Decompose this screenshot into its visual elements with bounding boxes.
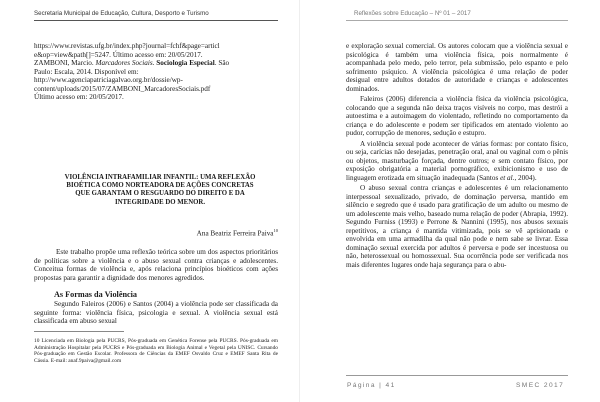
section-title: As Formas da Violência xyxy=(54,290,138,299)
reference-link[interactable]: http://www.agenciapatriciagalvao.org.br/dossie/wp- xyxy=(34,76,183,84)
header-rule-right xyxy=(346,20,568,21)
page-spine xyxy=(299,0,300,402)
reference-link[interactable]: content/uploads/2015/07/ZAMBONI_MarcadoresSociais.pdf xyxy=(34,84,211,93)
right-column-text xyxy=(346,42,568,271)
author-name: Ana Beatriz Ferreira Paiva xyxy=(196,229,274,238)
body-paragraph: O abuso sexual contra crianças e adolescentes é um relacionamento interpessoal sexualizado, privado, de dominação perversa, mantido em silêncio e segredo que é usado para gratificação de um adulto ou mesmo de um adolescente mais velho, baseado numa relação de poder (Abrapia, 1992). Segundo Furniss (1993) e Perrone & Nannini (1995), nos abusos sexuais repetitivos, a criança é mantida vitimizada, pois se vê aprisionada e envolvida em uma armadilha da qual não pode e nem sabe se livrar. Essa dominação sexual exercida por adultos é perversa e pode ser incestuosa ou não, heterossexual ou homossexual. Sua ocorrência pode ser verificada nos mais diferentes lugares onde haja segurança para o abu- xyxy=(346,184,568,269)
footer-rule xyxy=(346,375,568,376)
footnote-text: 10 Licenciada em Biologia pela PUCRS, Pós-graduada em Genética Forense pela PUCRS. Pós-graduada em Administração Hospitalar pela PUCRS e Pós-graduada em Biologia Animal e Vegetal pela UNISC. Cursando Pós-graduação em Gestão Escolar. Professora de Ciências da EMEF Osvaldo Cruz e EMEF Santa Rita de Cássia. E-mail: anaf.9paiva@gmail.com xyxy=(34,338,278,364)
header-right: Reflexões sobre Educação – Nº 01 – 2017 xyxy=(354,10,471,17)
footnote-rule xyxy=(34,331,124,332)
body-paragraph: Faleiros (2006) diferencia a violência física da violência psicológica, colocando que a segunda não deixa traços visíveis no corpo, mas destrói a autoestima e a autoimagem do violentado, refletindo no comportamento da criança e do adolescente e podem ser tipificados em atentado violento ao pudor, corrupção de menores, sedução e estupro. xyxy=(346,95,568,137)
reference-list xyxy=(34,42,278,102)
author-footnote-marker: 10 xyxy=(273,228,278,233)
body-paragraph: e exploração sexual comercial. Os autores colocam que a violência sexual e psicológica é também uma violência física, pois normalmente é acompanhada pelo medo, pelo terror, pela submissão, pelo espanto e pelo sofrimento psíquico. A violência psicológica é uma relação de poder desigual entre adultos dotados de autoridade e crianças e adolescentes dominados. xyxy=(346,42,568,93)
article-title: VIOLÊNCIA INTRAFAMILIAR INFANTIL: UMA REFLEXÃO BIOÉTICA COMO NORTEADORA DE AÇÕES CONCRETAS QUE GARANTAM O RESGUARDO DO DIREITO E DA INTEGRIDADE DO MENOR. xyxy=(64,174,256,206)
header-left: Secretaria Municipal de Educação, Cultura, Desporto e Turismo xyxy=(34,10,209,17)
body-paragraph: Segundo Faleiros (2006) e Santos (2004) a violência pode ser classificada da seguinte forma: violência física, psicologia e sexual. A violência sexual está classificada em abuso sexual xyxy=(34,300,278,325)
article-author xyxy=(120,228,278,237)
footnote xyxy=(34,338,278,364)
abstract-text: Este trabalho propõe uma reflexão teórica sobre um dos aspectos prioritários de políticas sobre a violência e o abuso sexual contra crianças e adolescentes. Conceitua formas de violência e, após relaciona princípios bioéticos com ações propostas para garantir a dignidade dos menores agredidos. xyxy=(34,248,278,282)
page-number: Página | 41 xyxy=(347,382,396,389)
reference-zamboni: ZAMBONI, Marcio. Marcadores Sociais. Sociologia Especial. São xyxy=(34,59,230,67)
footer-brand: SMEC 2017 xyxy=(516,382,565,389)
reference-line: Paulo: Escala, 2014. Disponível em: xyxy=(34,67,139,76)
header-rule-left xyxy=(34,20,278,21)
left-body xyxy=(34,300,278,326)
reference-line[interactable]: https://www.revistas.ufg.br/index.php?journal=fchf&page=articl xyxy=(34,42,220,50)
reference-line: e&op=view&path[]=5247. Último acesso em: 20/05/2017. xyxy=(34,50,203,59)
abstract xyxy=(34,248,278,282)
body-paragraph: A violência sexual pode acontecer de várias formas: por contato físico, ou seja, carícias não desejadas, penetração oral, anal ou vaginal com o pênis ou objetos, masturbação forçada, dentre outros; e sem contato físico, por exposição obrigatória a material pornográfico, exibicionismo e uso de linguagem erotizada em situação inadequada (Santos et al., 2004). xyxy=(346,139,568,182)
reference-line: Último acesso em: 20/05/2017. xyxy=(34,93,124,101)
